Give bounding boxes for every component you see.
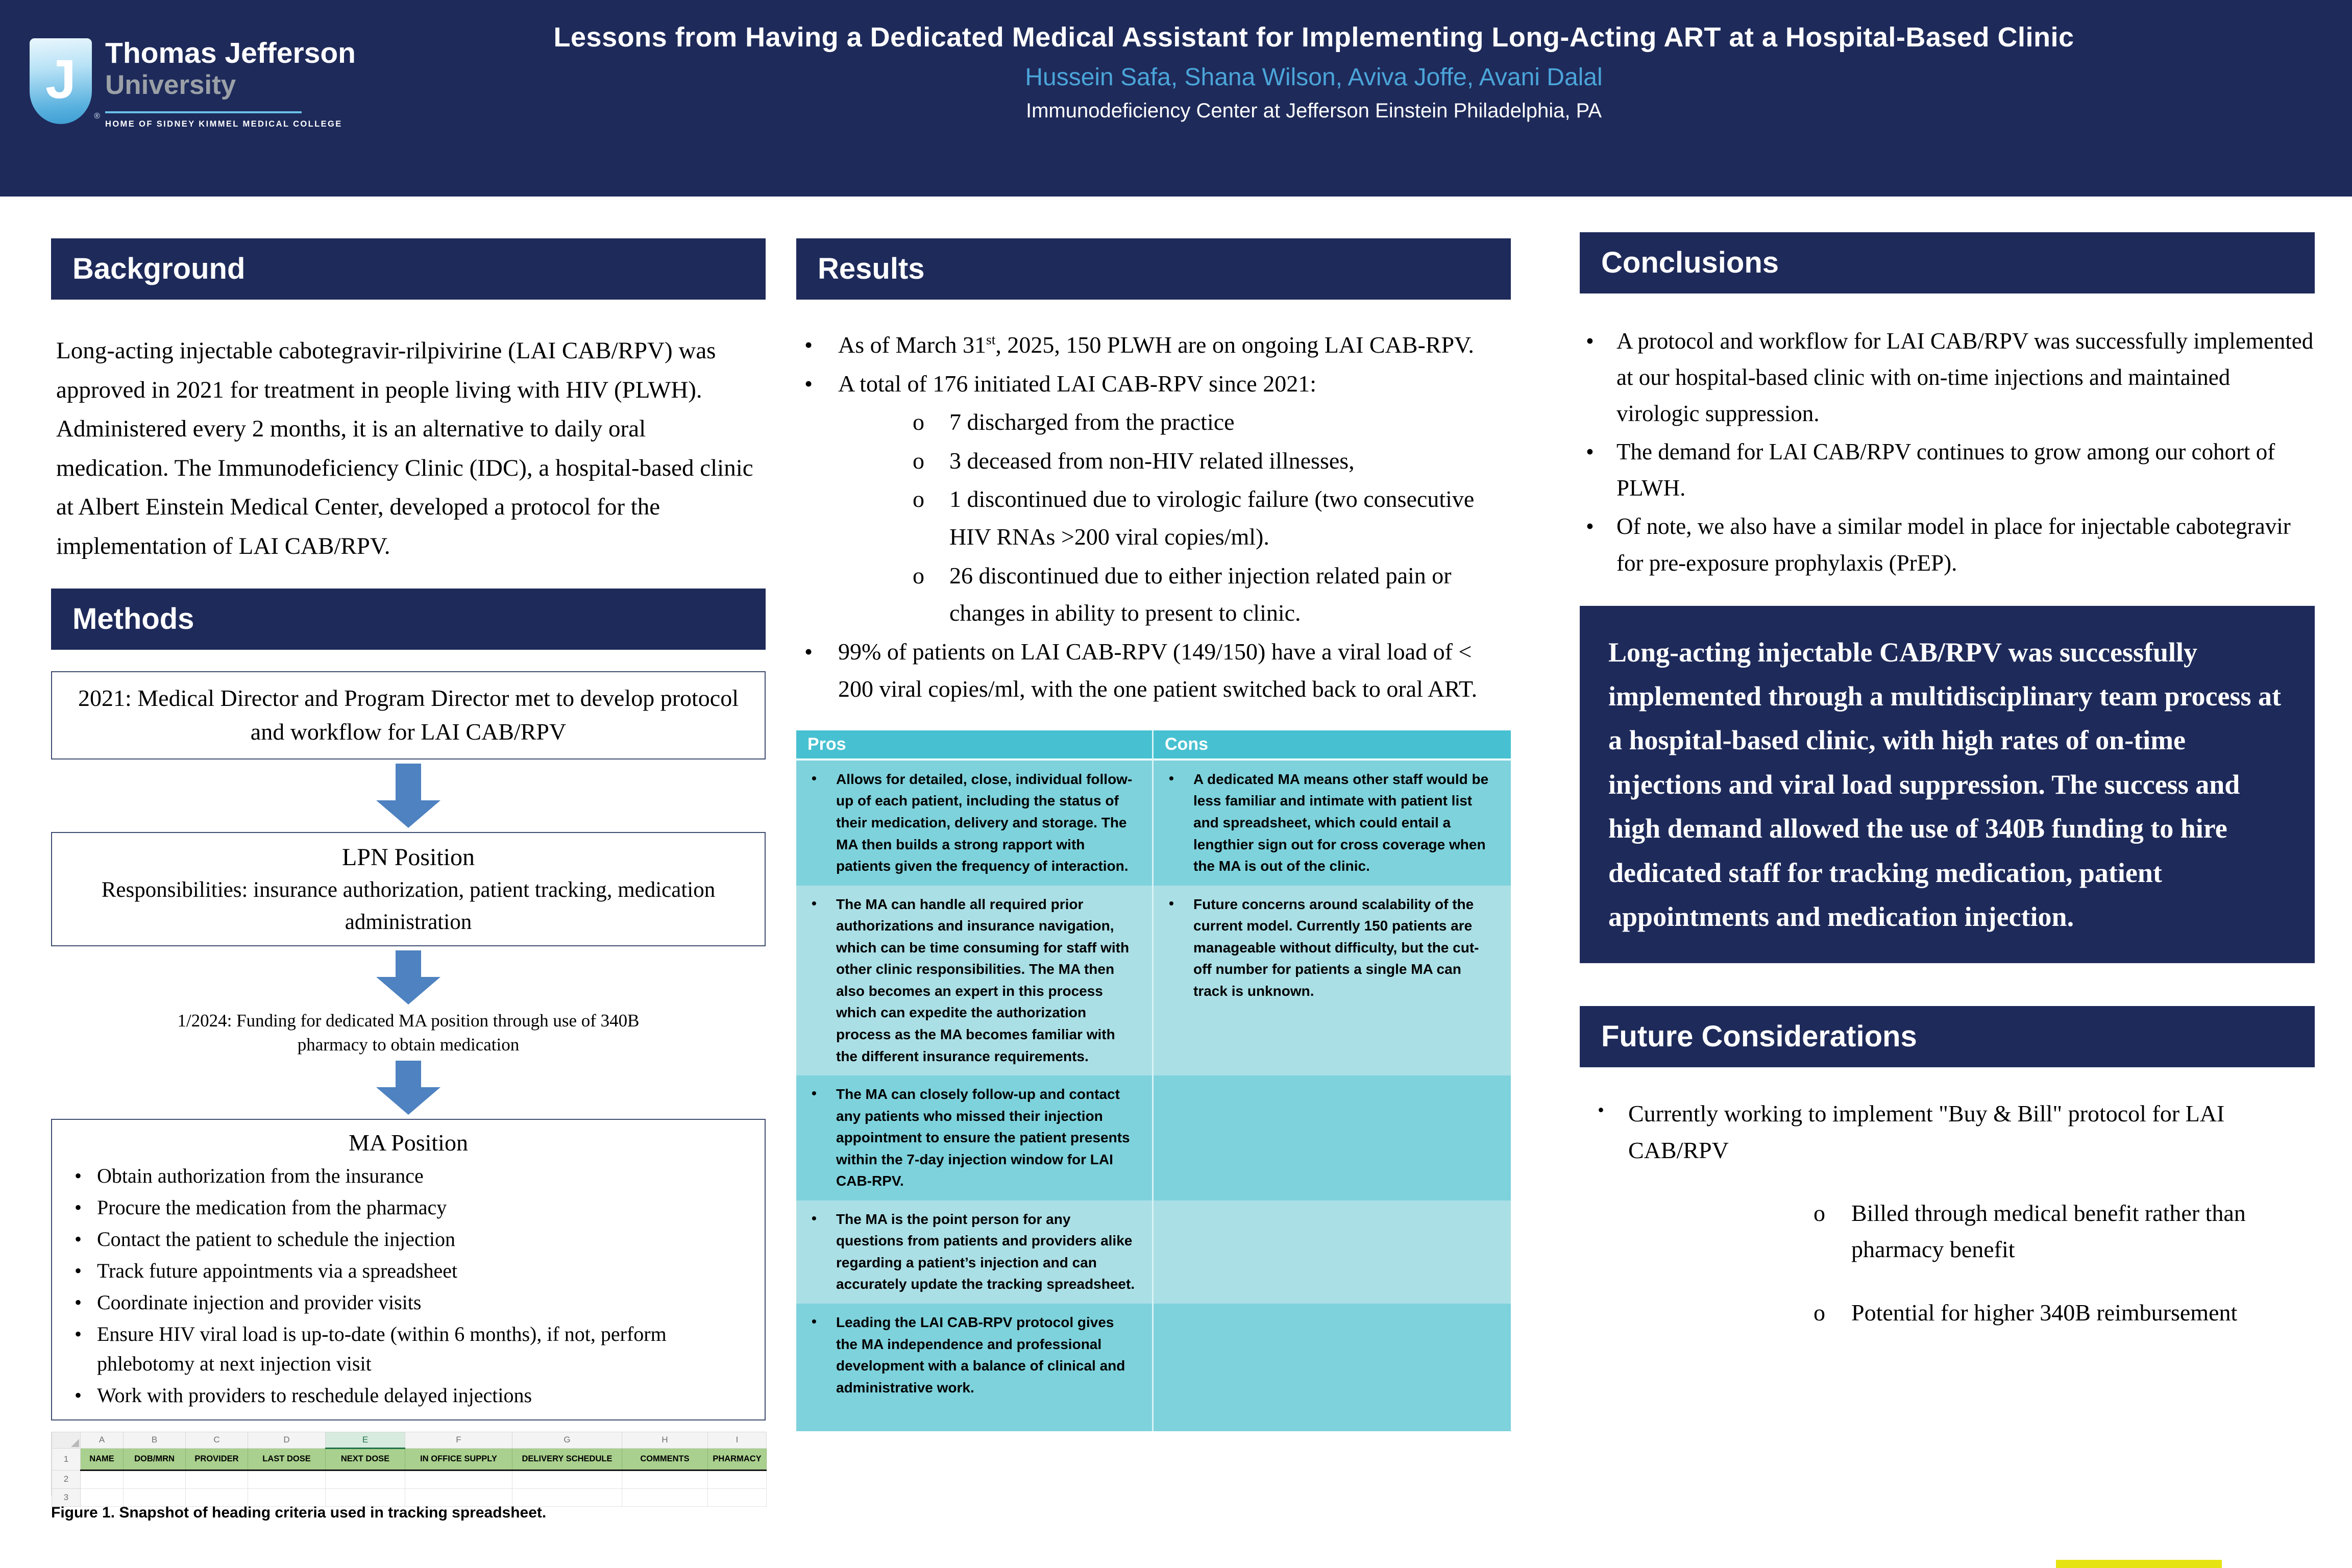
methods-heading: Methods bbox=[51, 589, 766, 650]
col-letter: H bbox=[622, 1432, 708, 1448]
methods-box-lpn bbox=[51, 832, 766, 946]
pros-header: Pros bbox=[796, 730, 1154, 761]
summary-highlight-box: Long-acting injectable CAB/RPV was successfully implemented through a multidisciplinary team process at a hospital-based clinic, with high rates of on-time injections and viral load suppression. The success and high demand allowed the use of 340B funding to hire dedicated staff for tracking medication, patient appointments and medication injection. bbox=[1580, 606, 2315, 964]
spreadsheet-header-row bbox=[52, 1448, 767, 1470]
col-letter: A bbox=[81, 1432, 124, 1448]
cons-cell: • A dedicated MA means other staff would be less familiar and intimate with patient list and spreadsheet, which could entail a lengthier sign out for cross coverage when the MA is out of the clinic. bbox=[1154, 761, 1511, 886]
results-sub-bullet: o 1 discontinued due to virologic failure (two consecutive HIV RNAs >200 viral copies/ml). bbox=[903, 480, 1511, 555]
sheet-header: IN OFFICE SUPPLY bbox=[405, 1448, 512, 1470]
cons-cell-empty bbox=[1154, 1075, 1511, 1200]
down-arrow-icon bbox=[375, 764, 442, 828]
pros-cell: • The MA is the point person for any questions from patients and providers alike regarding a patient’s injection and can accurately update the tracking spreadsheet. bbox=[796, 1200, 1154, 1304]
results-sub-bullet: o 26 discontinued due to either injection related pain or changes in ability to present to clinic. bbox=[903, 557, 1511, 632]
conclusion-bullet: • The demand for LAI CAB/RPV continues to grow among our cohort of PLWH. bbox=[1580, 434, 2315, 506]
logo-tagline: HOME OF SIDNEY KIMMEL MEDICAL COLLEGE bbox=[105, 119, 342, 129]
pros-cell: • Allows for detailed, close, individual follow-up of each patient, including the status of their medication, delivery and storage. The MA then builds a strong rapport with patients given the frequency of interaction. bbox=[796, 761, 1154, 886]
conclusion-bullet: • Of note, we also have a similar model in place for injectable cabotegravir for pre-exposure prophylaxis (PrEP). bbox=[1580, 508, 2315, 581]
lpn-title: LPN Position bbox=[341, 844, 475, 871]
col-letter: C bbox=[186, 1432, 248, 1448]
methods-box-ma bbox=[51, 1119, 766, 1420]
sheet-header: NEXT DOSE bbox=[326, 1448, 405, 1470]
sheet-header: NAME bbox=[81, 1448, 124, 1470]
sheet-header: DELIVERY SCHEDULE bbox=[512, 1448, 622, 1470]
poster-title: Lessons from Having a Dedicated Medical Assistant for Implementing Long-Acting ART at a Hospital-Based Clinic bbox=[553, 22, 2074, 53]
middle-column bbox=[796, 238, 1511, 1431]
col-letter: F bbox=[405, 1432, 512, 1448]
ma-duty: • Procure the medication from the pharmacy bbox=[65, 1193, 751, 1222]
spreadsheet-column-letters bbox=[52, 1432, 767, 1448]
funding-note: 1/2024: Funding for dedicated MA position through use of 340B pharmacy to obtain medication bbox=[177, 1010, 640, 1055]
future-sub-bullet: o Potential for higher 340B reimbursement bbox=[1804, 1294, 2315, 1331]
ma-duty: • Obtain authorization from the insurance bbox=[65, 1161, 751, 1191]
poster-authors: Hussein Safa, Shana Wilson, Aviva Joffe, Avani Dalal bbox=[1025, 64, 1603, 91]
spreadsheet-empty-row bbox=[52, 1470, 767, 1488]
sheet-header: DOB/MRN bbox=[124, 1448, 186, 1470]
results-sub-bullet: o 7 discharged from the practice bbox=[903, 403, 1511, 441]
future-sub-bullet: o Billed through medical benefit rather than pharmacy benefit bbox=[1804, 1195, 2315, 1268]
select-all-cell bbox=[52, 1432, 81, 1448]
col-letter: D bbox=[248, 1432, 326, 1448]
pros-cons-table bbox=[796, 730, 1511, 1431]
future-considerations-list bbox=[1580, 1095, 2315, 1330]
conclusions-heading: Conclusions bbox=[1580, 232, 2315, 293]
future-bullet: • Currently working to implement "Buy & Bill" protocol for LAI CAB/RPV bbox=[1580, 1095, 2315, 1168]
header-banner bbox=[0, 0, 2352, 197]
jefferson-shield-icon bbox=[30, 38, 100, 124]
sheet-header: LAST DOSE bbox=[248, 1448, 326, 1470]
results-bullet: • A total of 176 initiated LAI CAB-RPV since 2021: bbox=[796, 365, 1511, 403]
methods-box-2021: 2021: Medical Director and Program Director met to develop protocol and workflow for LAI CAB/RPV bbox=[51, 671, 766, 760]
ma-duty: • Coordinate injection and provider visits bbox=[65, 1288, 751, 1317]
row-number: 1 bbox=[52, 1448, 81, 1470]
col-letter: I bbox=[708, 1432, 767, 1448]
pros-cell: • The MA can closely follow-up and contact any patients who missed their injection appointment to ensure the patient presents within the 7-day injection window for LAI CAB-RPV. bbox=[796, 1075, 1154, 1200]
results-heading: Results bbox=[796, 238, 1511, 300]
results-bullet: • 99% of patients on LAI CAB-RPV (149/150) have a viral load of < 200 viral copies/ml, with the one patient switched back to oral ART. bbox=[796, 633, 1511, 708]
select-all-icon bbox=[71, 1439, 79, 1447]
pros-cell: • The MA can handle all required prior authorizations and insurance navigation, which can be time consuming for staff with other clinic responsibilities. The MA then also becomes an expert in this process which can expedite the authorization process as the MA becomes familiar with the different insurance requirements. bbox=[796, 886, 1154, 1075]
conclusions-list bbox=[1580, 323, 2315, 581]
lpn-body: Responsibilities: insurance authorization, patient tracking, medication administration bbox=[101, 878, 716, 934]
ma-duty: • Contact the patient to schedule the injection bbox=[65, 1224, 751, 1254]
conclusion-bullet: • A protocol and workflow for LAI CAB/RPV was successfully implemented at our hospital-based clinic with on-time injections and maintained virologic suppression. bbox=[1580, 323, 2315, 432]
col-letter: G bbox=[512, 1432, 622, 1448]
ma-duty: • Ensure HIV viral load is up-to-date (within 6 months), if not, perform phlebotomy at next injection visit bbox=[65, 1319, 751, 1379]
ma-duty: • Track future appointments via a spreadsheet bbox=[65, 1256, 751, 1286]
figure1-caption: Figure 1. Snapshot of heading criteria used in tracking spreadsheet. bbox=[51, 1504, 547, 1521]
logo-divider bbox=[105, 111, 302, 113]
background-text: Long-acting injectable cabotegravir-rilpivirine (LAI CAB/RPV) was approved in 2021 for treatment in people living with HIV (PLWH). Administered every 2 months, it is an alternative to daily oral medication. The Immunodeficiency Clinic (IDC), a hospital-based clinic at Albert Einstein Medical Center, developed a protocol for the implementation of LAI CAB/RPV. bbox=[56, 337, 753, 560]
cons-header: Cons bbox=[1154, 730, 1511, 761]
ma-title: MA Position bbox=[349, 1130, 468, 1156]
tracking-spreadsheet-figure bbox=[51, 1432, 766, 1502]
results-list bbox=[796, 326, 1511, 708]
down-arrow-icon bbox=[375, 950, 442, 1004]
logo-letter: J bbox=[45, 48, 77, 110]
results-bullet: • As of March 31st, 2025, 150 PLWH are on ongoing LAI CAB-RPV. bbox=[796, 326, 1511, 364]
ma-duty: • Work with providers to reschedule delayed injections bbox=[65, 1381, 751, 1410]
row-number: 2 bbox=[52, 1470, 81, 1488]
results-sub-bullet: o 3 deceased from non-HIV related illnesses, bbox=[903, 442, 1511, 480]
title-block bbox=[306, 21, 2321, 122]
poster-affiliation: Immunodeficiency Center at Jefferson Einstein Philadelphia, PA bbox=[1025, 100, 1602, 122]
yellow-accent-bar bbox=[2056, 1560, 2222, 1568]
down-arrow-icon bbox=[375, 1061, 442, 1115]
col-letter: B bbox=[124, 1432, 186, 1448]
sheet-header: PHARMACY bbox=[708, 1448, 767, 1470]
background-heading: Background bbox=[51, 238, 766, 300]
superscript: st bbox=[986, 331, 996, 348]
logo-line1: Thomas Jefferson bbox=[105, 37, 356, 69]
future-considerations-heading: Future Considerations bbox=[1580, 1006, 2315, 1067]
registered-mark: ® bbox=[94, 112, 100, 120]
logo-line2: University bbox=[105, 69, 236, 100]
pros-cell: • Leading the LAI CAB-RPV protocol gives the MA independence and professional development with a balance of clinical and administrative work. bbox=[796, 1304, 1154, 1431]
right-column bbox=[1580, 232, 2315, 1331]
cons-cell: • Future concerns around scalability of the current model. Currently 150 patients are manageable without difficulty, but the cut-off number for patients a single MA can track is unknown. bbox=[1154, 886, 1511, 1075]
sheet-header: COMMENTS bbox=[622, 1448, 708, 1470]
cons-cell-empty bbox=[1154, 1304, 1511, 1431]
sheet-header: PROVIDER bbox=[186, 1448, 248, 1470]
col-letter-selected: E bbox=[326, 1432, 405, 1448]
cons-cell-empty bbox=[1154, 1200, 1511, 1304]
left-column bbox=[51, 238, 766, 1522]
row-number: 3 bbox=[52, 1488, 81, 1506]
